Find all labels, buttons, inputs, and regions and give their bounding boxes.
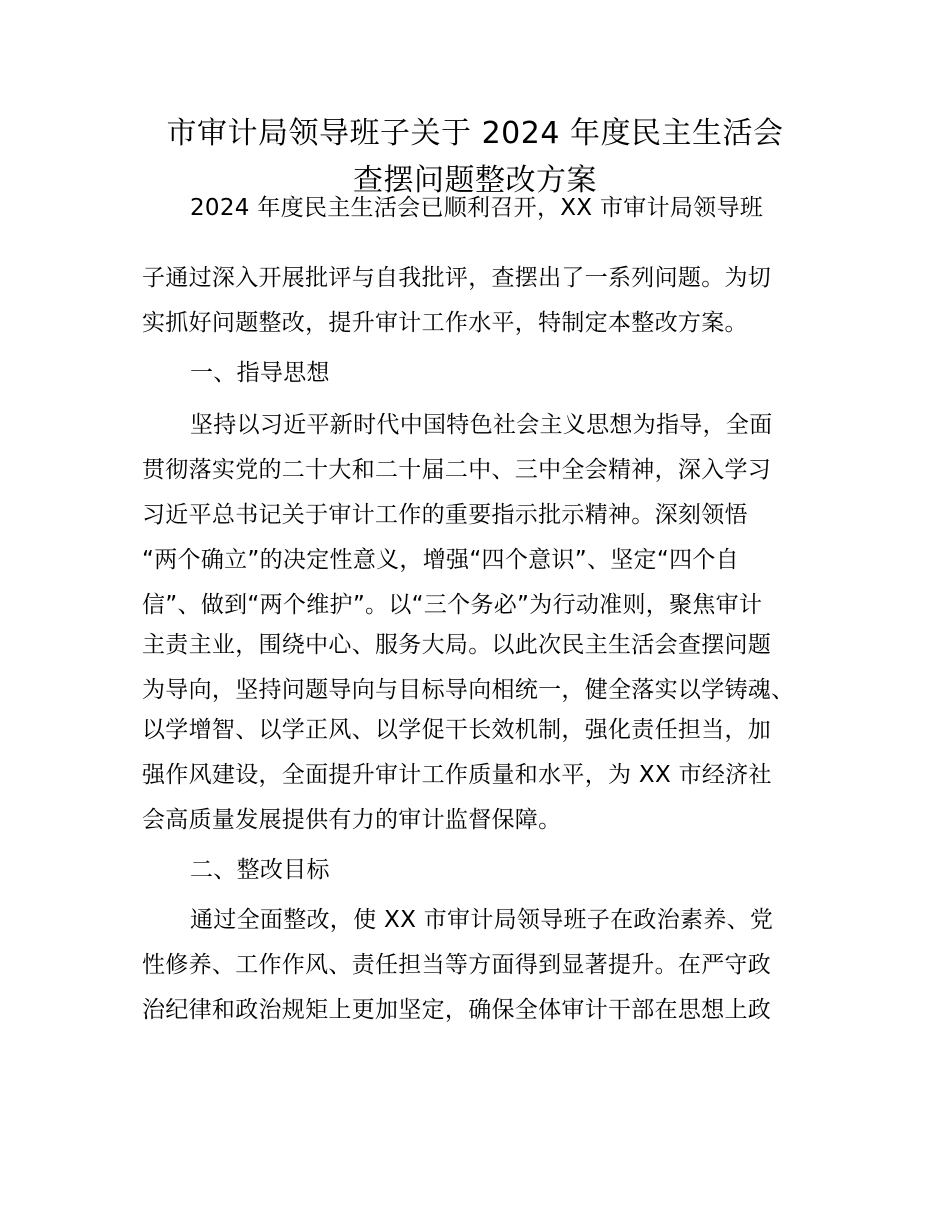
intro-line-1: 2024 年度民主生活会已顺利召开，XX 市审计局领导班 bbox=[190, 195, 764, 221]
intro-line-3: 实抓好问题整改，提升审计工作水平，特制定本整改方案。 bbox=[142, 310, 748, 336]
section1-line-6: 主责主业，围绕中心、服务大局。以此次民主生活会查摆问题 bbox=[142, 632, 772, 658]
document-title-line-2: 查摆问题整改方案 bbox=[353, 163, 597, 198]
section1-line-2: 贯彻落实党的二十大和二十届二中、三中全会精神，深入学习 bbox=[142, 457, 772, 483]
section2-line-2: 性修养、工作作风、责任担当等方面得到显著提升。在严守政 bbox=[142, 952, 772, 978]
section2-heading: 二、整改目标 bbox=[190, 857, 330, 883]
section1-line-1: 坚持以习近平新时代中国特色社会主义思想为指导，全面 bbox=[190, 412, 773, 438]
section1-line-5: 信”、做到“两个维护”。以“三个务必”为行动准则，聚焦审计 bbox=[142, 592, 763, 618]
section1-line-4: “两个确立”的决定性意义，增强“四个意识”、坚定“四个自 bbox=[142, 547, 739, 573]
section2-line-1: 通过全面整改，使 XX 市审计局领导班子在政治素养、党 bbox=[190, 907, 774, 933]
section1-line-10: 会高质量发展提供有力的审计监督保障。 bbox=[142, 807, 562, 833]
section1-line-3: 习近平总书记关于审计工作的重要指示批示精神。深刻领悟 bbox=[142, 502, 748, 528]
section1-line-8: 以学增智、以学正风、以学促干长效机制，强化责任担当，加 bbox=[142, 717, 772, 743]
section2-line-3: 治纪律和政治规矩上更加坚定，确保全体审计干部在思想上政 bbox=[142, 997, 772, 1023]
intro-line-2: 子通过深入开展批评与自我批评，查摆出了一系列问题。为切 bbox=[142, 265, 772, 291]
section1-line-7: 为导向，坚持问题导向与目标导向相统一，健全落实以学铸魂、 bbox=[142, 677, 795, 703]
section1-heading: 一、指导思想 bbox=[190, 360, 330, 386]
document-title-line-1: 市审计局领导班子关于 2024 年度民主生活会 bbox=[166, 116, 784, 151]
section1-line-9: 强作风建设，全面提升审计工作质量和水平，为 XX 市经济社 bbox=[142, 762, 772, 788]
